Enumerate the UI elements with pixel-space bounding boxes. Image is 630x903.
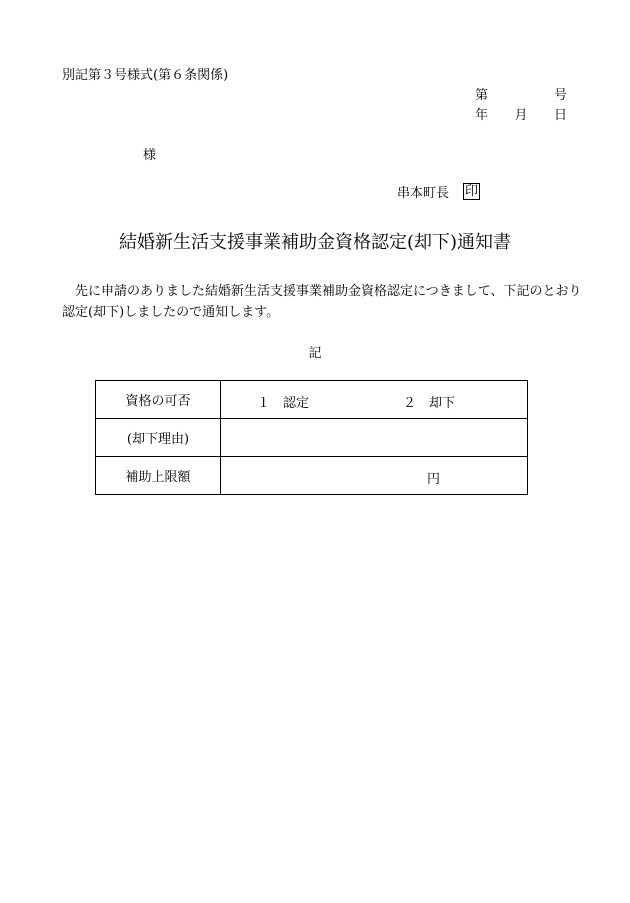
number-prefix: 第 bbox=[475, 88, 489, 103]
date-month: 月 bbox=[514, 108, 528, 123]
document-title: 結婚新生活支援事業補助金資格認定(却下)通知書 bbox=[118, 232, 512, 253]
number-suffix: 号 bbox=[553, 88, 567, 103]
option-approve: １ 認定 bbox=[257, 396, 310, 411]
body-paragraph: 先に申請のありました結婚新生活支援事業補助金資格認定につきまして、下記のとおり認定(却下)しましたので通知します。 bbox=[62, 284, 582, 320]
issuer-name: 串本町長 bbox=[397, 186, 450, 201]
reason-value-cell bbox=[221, 419, 528, 457]
document-number-line bbox=[475, 84, 567, 103]
yen-unit: 円 bbox=[427, 472, 441, 487]
recipient-suffix: 様 bbox=[143, 148, 157, 163]
date-year: 年 bbox=[475, 108, 489, 123]
reason-label: (却下理由) bbox=[96, 419, 221, 457]
table-row bbox=[96, 457, 528, 495]
table-row bbox=[96, 381, 528, 419]
ki-heading: 記 bbox=[308, 346, 322, 361]
approval-options-cell bbox=[221, 381, 528, 419]
table-row bbox=[96, 419, 528, 457]
limit-value-cell bbox=[221, 457, 528, 495]
issuer-block bbox=[397, 182, 480, 201]
info-table bbox=[95, 380, 528, 495]
approval-label: 資格の可否 bbox=[96, 381, 221, 419]
seal-mark: 印 bbox=[465, 184, 479, 199]
date-line bbox=[475, 104, 567, 123]
form-label: 別記第３号様式(第６条関係) bbox=[62, 68, 229, 83]
date-day: 日 bbox=[553, 108, 567, 123]
option-reject: ２ 却下 bbox=[403, 396, 456, 411]
limit-label: 補助上限額 bbox=[96, 457, 221, 495]
